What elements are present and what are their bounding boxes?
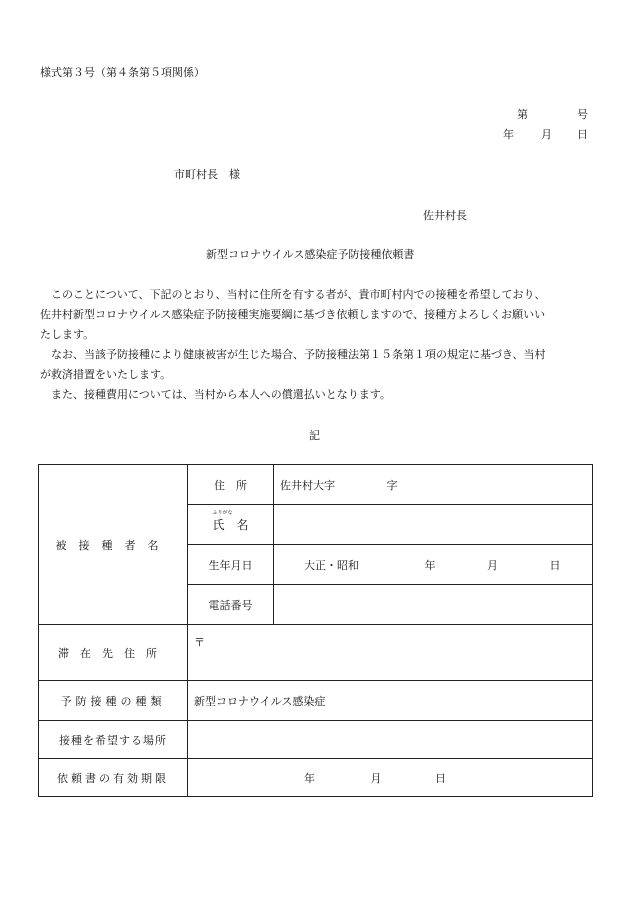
birth-value-cell[interactable] — [274, 545, 593, 585]
request-table — [38, 464, 593, 797]
phone-label: 電話番号 — [208, 598, 253, 612]
stay-label: 滞在先住所 — [58, 646, 168, 660]
validity-month: 月 — [370, 771, 382, 785]
document-title: 新型コロナウイルス感染症予防接種依頼書 — [206, 248, 415, 261]
vaccine-label-cell — [39, 681, 188, 721]
body-line: なお、当該予防接種により健康被害が生じた場合、予防接種法第１５条第１項の規定に基づき、当村 — [40, 348, 546, 361]
body-line: 佐井村新型コロナウイルス感染症予防接種実施要綱に基づき依頼しますので、接種方よろしくお願いい — [40, 308, 546, 321]
person-label-cell — [39, 465, 188, 625]
phone-value-cell[interactable] — [274, 585, 593, 625]
validity-value-cell[interactable] — [188, 759, 593, 797]
place-label: 接種を希望する場所 — [59, 733, 167, 747]
name-value-cell[interactable] — [274, 505, 593, 545]
name-label: 氏 名 — [212, 518, 249, 532]
birth-label: 生年月日 — [208, 558, 253, 572]
address-value-cell[interactable] — [274, 465, 593, 505]
validity-year: 年 — [304, 771, 315, 785]
name-label-cell — [188, 505, 274, 545]
sender: 佐井村長 — [423, 209, 467, 222]
validity-label: 依頼書の有効期限 — [57, 771, 169, 785]
postal-mark: 〒 — [194, 636, 205, 649]
doc-number-prefix: 第 — [517, 108, 528, 121]
date-month: 月 — [541, 128, 552, 141]
vaccine-label: 予防接種の種類 — [60, 694, 166, 708]
birth-day: 日 — [549, 558, 561, 572]
date-year: 年 — [503, 128, 514, 141]
birth-label-cell — [188, 545, 274, 585]
body-line: が救済措置をいたします。 — [40, 368, 172, 381]
name-furigana: ふりがな — [212, 510, 233, 516]
form-id: 様式第３号（第４条第５項関係） — [40, 66, 205, 79]
stay-value-cell[interactable] — [188, 625, 593, 681]
date-day: 日 — [577, 128, 588, 141]
place-value-cell[interactable] — [188, 721, 593, 759]
person-label: 被接種者名 — [55, 538, 171, 552]
address-value: 佐井村大字 — [280, 478, 335, 492]
body-text — [40, 285, 592, 405]
body-line: また、接種費用については、当村から本人への償還払いとなります。 — [40, 388, 391, 401]
doc-number-suffix: 号 — [577, 108, 588, 121]
phone-label-cell — [188, 585, 274, 625]
address-aza: 字 — [386, 478, 398, 492]
vaccine-value: 新型コロナウイルス感染症 — [194, 694, 326, 708]
address-label-cell — [188, 465, 274, 505]
birth-year: 年 — [424, 558, 436, 572]
stay-label-cell — [39, 625, 188, 681]
body-line: たします。 — [40, 328, 95, 341]
birth-era: 大正・昭和 — [304, 558, 359, 572]
place-label-cell — [39, 721, 188, 759]
ki-mark: 記 — [309, 429, 320, 442]
birth-month: 月 — [487, 558, 498, 572]
validity-day: 日 — [435, 771, 446, 785]
address-label: 住 所 — [214, 478, 247, 492]
validity-label-cell — [39, 759, 188, 797]
body-line: このことについて、下記のとおり、当村に住所を有する者が、貴市町村内での接種を希望しており、 — [40, 288, 546, 301]
vaccine-value-cell — [188, 681, 593, 721]
addressee: 市町村長 様 — [174, 168, 240, 181]
